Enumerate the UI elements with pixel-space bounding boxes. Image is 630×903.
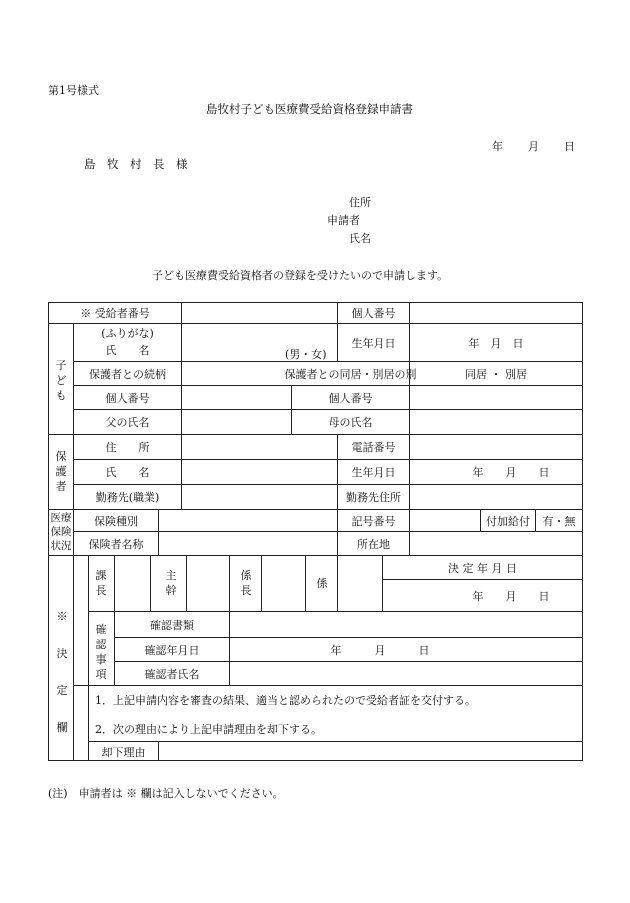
- applicant-name-label: 氏名: [349, 232, 371, 245]
- reject-reason-field[interactable]: [159, 742, 582, 761]
- kakari-label: 係: [316, 577, 328, 590]
- kakari-cho-label: 係長: [240, 569, 252, 597]
- personal-number-label: 個人番号: [351, 307, 396, 320]
- date-year: 年: [492, 140, 503, 153]
- child-birth-value[interactable]: 年 月 日: [468, 336, 524, 350]
- symbol-number-label: 記号番号: [351, 514, 396, 528]
- location-label: 所在地: [357, 537, 390, 551]
- page-title: 島牧村子ども医療費受給資格登録申請書: [206, 102, 413, 116]
- confirm-docs-label: 確認書類: [150, 618, 194, 632]
- guardian-birth-value[interactable]: 年 月 日: [472, 466, 550, 479]
- applicant-address-label: 住所: [349, 196, 371, 209]
- confirm-date-label: 確認年月日: [144, 643, 200, 657]
- father-personal-number-label: 個人番号: [328, 391, 373, 405]
- group-label-guardian: 保護者: [55, 450, 67, 493]
- shu-kan-label: 主幹: [165, 569, 177, 597]
- reject-reason-label: 却下理由: [101, 745, 146, 759]
- mother-name-field[interactable]: [410, 410, 582, 434]
- living-status-label: 保護者との同居・別居の別: [284, 367, 417, 381]
- confirm-items-label: 確認事項: [95, 623, 107, 681]
- decision-date-value[interactable]: 年 月 日: [472, 589, 550, 603]
- confirm-docs-field[interactable]: [230, 612, 582, 637]
- guardian-birth-label: 生年月日: [351, 466, 396, 479]
- guardian-name-label: 氏 名: [105, 466, 150, 479]
- group-label-child: 子ども: [55, 359, 67, 402]
- personal-number-field[interactable]: [410, 303, 582, 323]
- father-name-field[interactable]: [182, 410, 291, 434]
- relation-guardian-label: 保護者との続柄: [89, 367, 166, 381]
- footnote: (注) 申請者は ※ 欄は記入しないでください。: [48, 787, 284, 800]
- addressee: 島 牧 村 長 様: [84, 157, 188, 171]
- gender-options[interactable]: (男・女): [285, 348, 327, 361]
- father-personal-number-field[interactable]: [410, 386, 582, 409]
- mother-name-label: 母の氏名: [328, 416, 373, 429]
- decision-date-label: 決 定 年 月 日: [448, 561, 517, 575]
- form-number: 第1号様式: [48, 84, 99, 97]
- child-name-label: 氏 名: [105, 344, 150, 357]
- confirm-person-field[interactable]: [230, 662, 582, 685]
- phone-label: 電話番号: [351, 441, 396, 454]
- confirm-person-label: 確認者氏名: [144, 667, 200, 681]
- date-month: 月: [528, 140, 539, 153]
- workplace-address-field[interactable]: [410, 485, 582, 509]
- guardian-name-field[interactable]: [182, 460, 337, 484]
- insurance-type-label: 保険種別: [94, 514, 138, 528]
- group-label-insurance: [49, 511, 73, 553]
- recipient-number-field[interactable]: [182, 303, 337, 323]
- applicant-label: 申請者: [327, 214, 360, 227]
- phone-field[interactable]: [410, 435, 582, 459]
- statement: 子ども医療費受給資格者の登録を受けたいので申請します。: [152, 269, 449, 282]
- guardian-address-field[interactable]: [182, 435, 337, 459]
- group-label-insurance-text: 医療保険状況: [50, 512, 72, 552]
- workplace-address-label: 勤務先住所: [346, 491, 401, 504]
- father-name-label: 父の氏名: [105, 416, 150, 429]
- decision-line-1: 1．上記申請内容を審査の結果、適当と認められたので受給者証を交付する。: [95, 694, 476, 707]
- insurance-type-field[interactable]: [159, 510, 337, 531]
- decision-line-2: 2．次の理由により上記申請理由を却下する。: [95, 723, 322, 736]
- furigana-label: (ふりがな): [101, 327, 154, 340]
- living-status-value[interactable]: 同居 ・ 別居: [465, 367, 527, 381]
- date-day: 日: [564, 140, 575, 153]
- confirm-date-value[interactable]: 年 月 日: [330, 643, 430, 657]
- recipient-number-label: ※ 受給者番号: [80, 307, 150, 320]
- group-label-decision: [56, 598, 68, 746]
- child-personal-number-label: 個人番号: [105, 391, 150, 405]
- workplace-field[interactable]: [182, 485, 337, 509]
- symbol-number-field[interactable]: [410, 510, 480, 531]
- child-personal-number-field[interactable]: [182, 386, 291, 409]
- extra-benefit-label: 付加給付: [486, 514, 530, 528]
- workplace-label: 勤務先(職業): [95, 491, 160, 504]
- insurer-name-field[interactable]: [159, 532, 337, 555]
- ka-cho-label: 課長: [95, 569, 107, 597]
- child-birth-label: 生年月日: [351, 336, 396, 350]
- extra-benefit-value[interactable]: 有・無: [542, 514, 576, 528]
- location-field[interactable]: [410, 532, 582, 555]
- insurer-name-label: 保険者名称: [88, 537, 144, 551]
- guardian-address-label: 住 所: [105, 441, 150, 454]
- relation-guardian-field[interactable]: [182, 362, 291, 385]
- group-label-decision-text: ※決定欄: [56, 610, 68, 734]
